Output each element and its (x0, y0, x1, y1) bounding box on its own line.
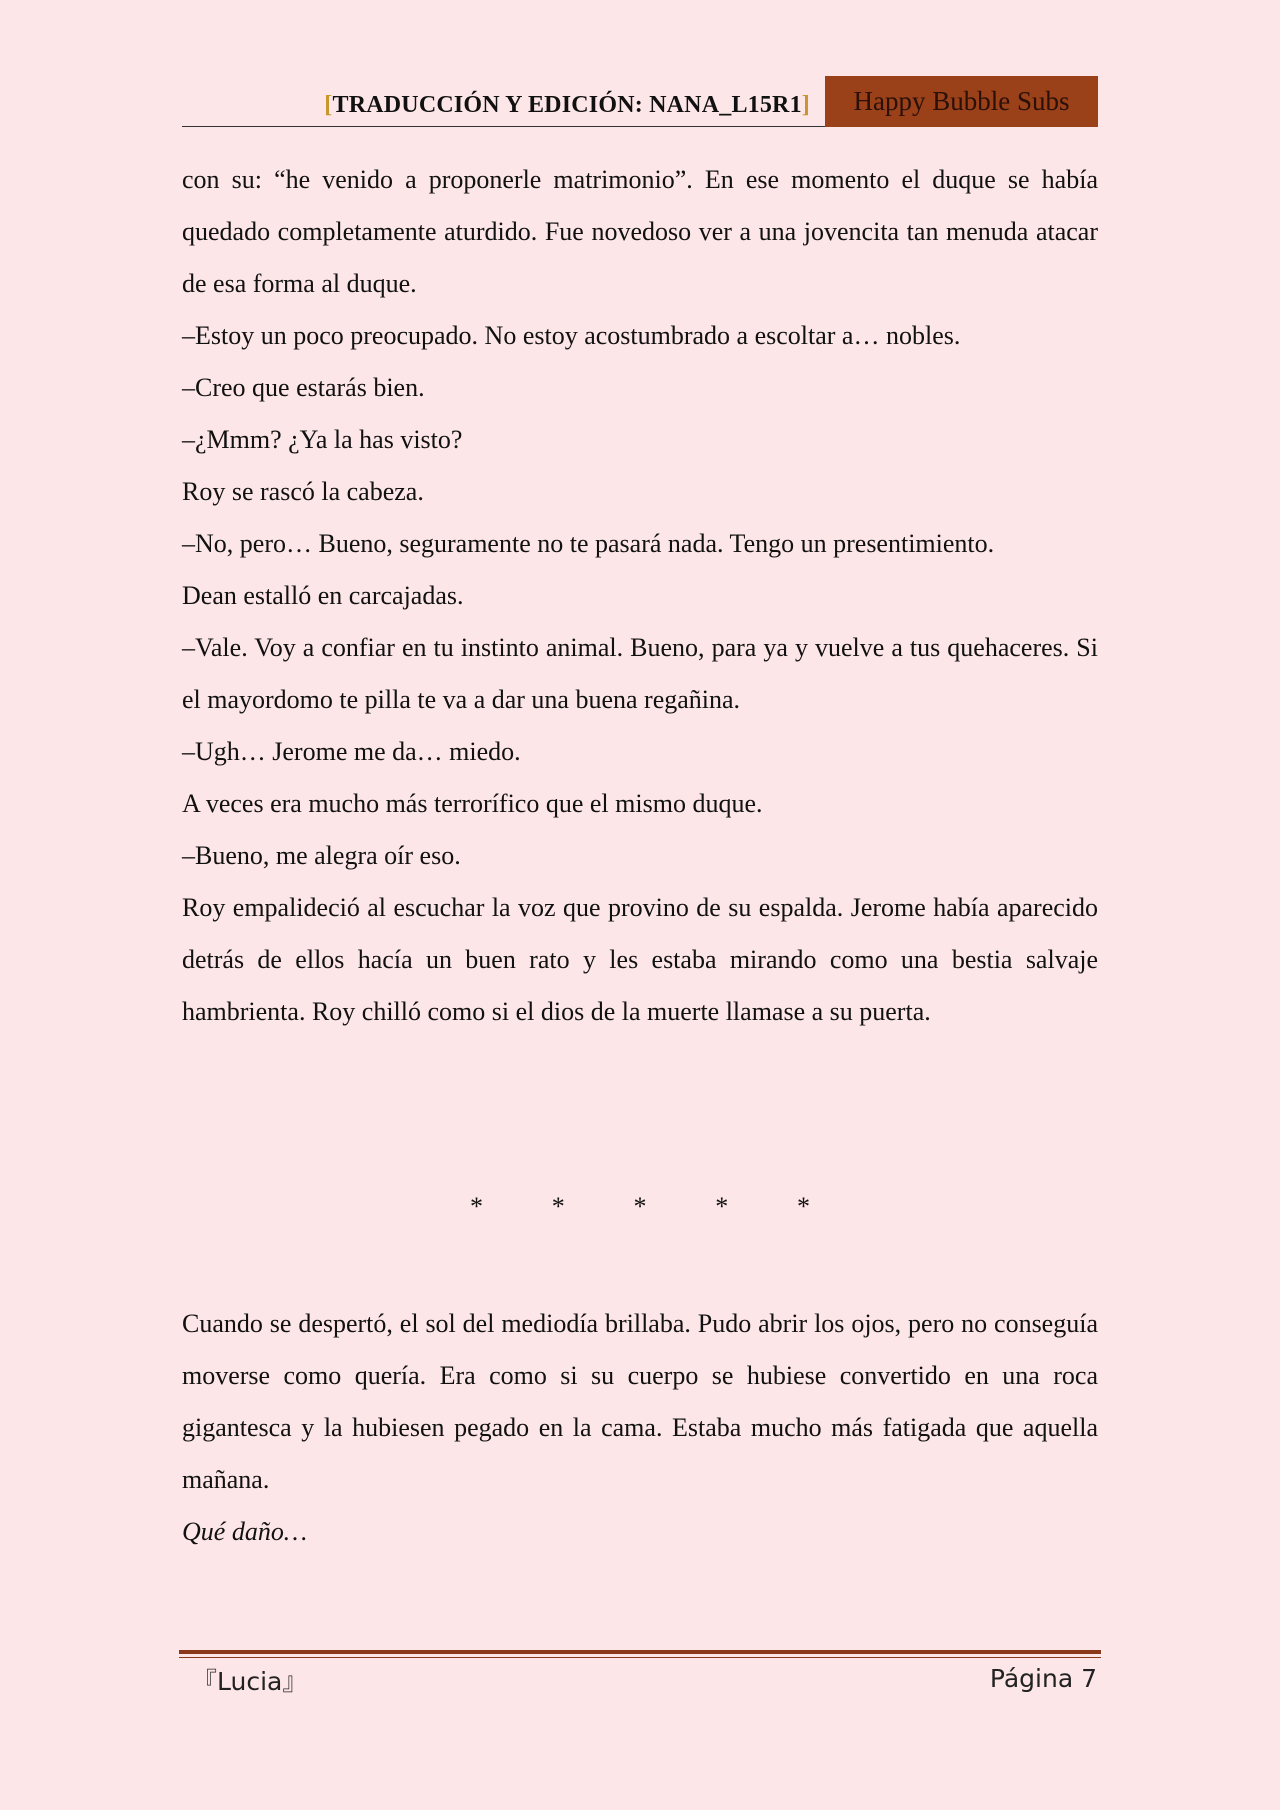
header-open-bracket: [ (324, 92, 333, 118)
paragraph: Cuando se despertó, el sol del mediodía brillaba. Pudo abrir los ojos, pero no conseguía moverse como quería. Era como si su cuerpo se hubiese convertido en una roca gigantesca y la hubiesen pegado en la cama. Estaba mucho más fatigada que aquella mañana. (182, 1309, 1098, 1494)
page-header (182, 76, 1098, 127)
separator-star: * (715, 1192, 729, 1221)
separator-star: * (551, 1192, 565, 1221)
header-title (324, 92, 810, 119)
section-separator (470, 1192, 810, 1222)
paragraph: –No, pero… Bueno, seguramente no te pasará nada. Tengo un presentimiento. (182, 529, 995, 558)
footer-book-title: 『Lucia』 (192, 1667, 308, 1696)
paragraph: –Bueno, me alegra oír eso. (182, 841, 461, 870)
paragraph: –Ugh… Jerome me da… miedo. (182, 737, 521, 766)
paragraph: A veces era mucho más terrorífico que el mismo duque. (182, 789, 763, 818)
paragraph: Roy se rascó la cabeza. (182, 477, 424, 506)
paragraph: –Vale. Voy a confiar en tu instinto animal. Bueno, para ya y vuelve a tus quehaceres. Si el mayordomo te pilla te va a dar una buena regañina. (182, 633, 1098, 714)
separator-star: * (633, 1192, 647, 1221)
separator-star: * (470, 1192, 483, 1221)
separator-star: * (797, 1192, 810, 1221)
paragraph: –Creo que estarás bien. (182, 373, 425, 402)
header-title-text: TRADUCCIÓN Y EDICIÓN: NANA_L15R1 (332, 92, 802, 118)
footer-rule-thin (179, 1657, 1101, 1658)
body-text (182, 154, 1098, 1038)
footer-page-number: Página 7 (989, 1664, 1097, 1693)
body-text-section-2 (182, 1298, 1098, 1558)
footer-rule (179, 1650, 1101, 1654)
paragraph: Roy empalideció al escuchar la voz que provino de su espalda. Jerome había aparecido detrás de ellos hacía un buen rato y les estaba mirando como una bestia salvaje hambrienta. Roy chilló como si el dios de la muerte llamase a su puerta. (182, 893, 1098, 1026)
italic-thought: Qué daño… (182, 1517, 307, 1546)
paragraph: –¿Mmm? ¿Ya la has visto? (182, 425, 463, 454)
header-badge: Happy Bubble Subs (825, 76, 1098, 127)
paragraph: Dean estalló en carcajadas. (182, 581, 464, 610)
paragraph: –Estoy un poco preocupado. No estoy acostumbrado a escoltar a… nobles. (182, 321, 961, 350)
header-close-bracket: ] (801, 92, 810, 118)
paragraph: con su: “he venido a proponerle matrimonio”. En ese momento el duque se había quedado completamente aturdido. Fue novedoso ver a una jovencita tan menuda atacar de esa forma al duque. (182, 165, 1098, 298)
